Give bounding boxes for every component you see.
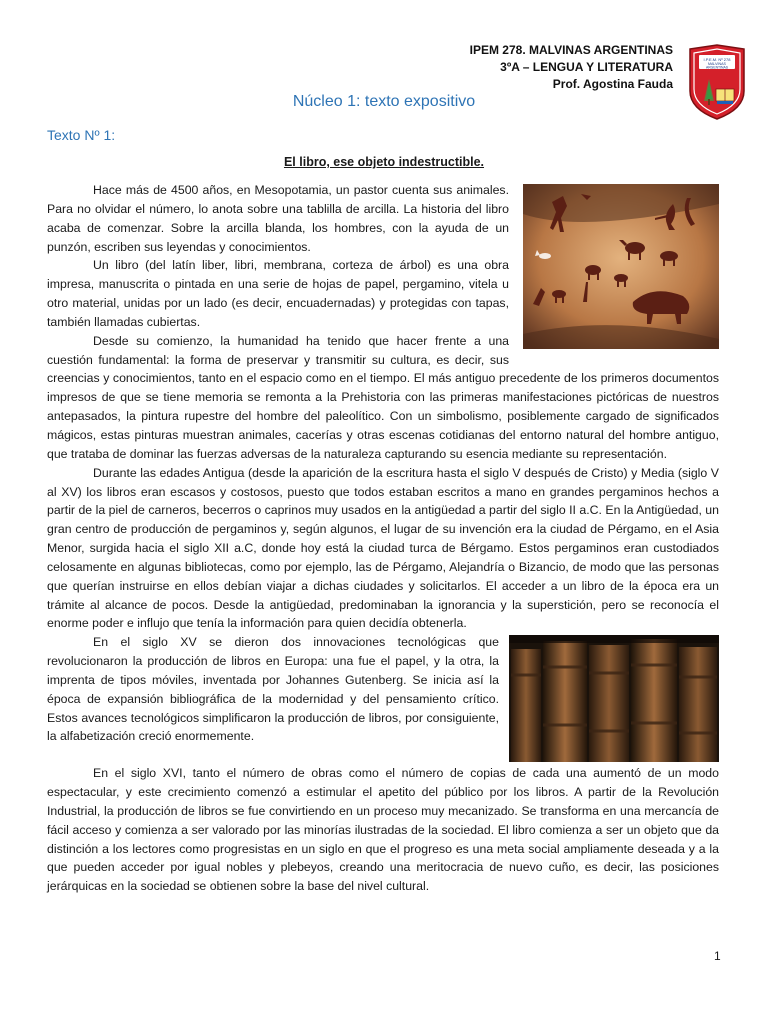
course-name: 3ºA – LENGUA Y LITERATURA: [500, 60, 673, 74]
paragraph-4: Durante las edades Antigua (desde la aparición de la escritura hasta el siglo V después de Cristo) y Media (siglo V al XV) los libros eran escasos y costosos, puesto que todos estaban escritos a mano en grandes pergaminos hechos a partir de la piel de carneros, becerros o caprinos muy usados en la antigüedad a partir del siglo II a.C. En la Antigüedad, un gran centro de producción de pergaminos y, según algunos, el lugar de su invención era la ciudad de Pérgamo, en el Asia Menor, surgida hacia el siglo XII a.C, donde hoy está la ciudad turca de Bérgamo. Estos pergaminos eran custodiados celosamente en algunas bibliotecas, como por ejemplo, las de Pérgamo, Alejandría o Bizancio, de modo que las personas que querían instruirse en ellos debían viajar a dichas ciudades y solicitarlos. El acceder a un libro de la época era un trámite al alcance de pocos. Desde la antigüedad, predominaban la ignorancia y la superstición, pero se reconocía el enorme poder e influjo que tenía la información para quien decidía obtenerla.: [47, 465, 719, 631]
text-number-label: Texto Nº 1:: [47, 127, 116, 143]
paragraph-3: Desde su comienzo, la humanidad ha tenido que hacer frente a una cuestión fundamental: la forma de preservar y transmitir su cultura, es decir, sus creencias y conocimientos, tanto en el espacio como en el tiempo. El más antiguo precedente de los primeros documentos impresos de que se tiene memoria se remonta a la Prehistoria con las primeras manifestaciones pictóricas de nuestros antepasados, la pintura rupestre del hombre del paleolítico. Con un simbolismo, posiblemente cargado de significados mágicos, estas pinturas muestran animales, cacerías y otras escenas cotidianas del entorno natural del hombre antiguo, que trataba de dominar las fuerzas adversas de la naturaleza capturando su esencia mediante su representación.: [47, 333, 719, 461]
article-title: El libro, ese objeto indestructible.: [283, 155, 485, 169]
logo-text-2: MALVINAS: [708, 62, 726, 66]
paragraph-2: Un libro (del latín liber, libri, membrana, corteza de árbol) es una obra impresa, manuscrita o pintada en una serie de hojas de papel, pergamino, vitela u otro material, unidas por un lado (es decir, encuadernadas) y protegidas con tapas, también llamadas cubiertas.: [47, 258, 509, 329]
school-name: IPEM 278. MALVINAS ARGENTINAS: [469, 43, 673, 57]
paragraph-5: En el siglo XV se dieron dos innovaciones tecnológicas que revolucionaron la producción de libros en Europa: una fue el papel, y la otra, la imprenta de tipos móviles, inventada por Johannes Gutenberg. Se inicia así la época de expansión bibliográfica de la modernidad y del pensamiento crítico. Estos avances tecnológicos simplificaron la producción de libros, por consiguiente, la alfabetización creció enormemente.: [47, 635, 499, 744]
article-body: [47, 181, 719, 896]
unit-title: Núcleo 1: texto expositivo: [292, 93, 476, 110]
paragraph-1: Hace más de 4500 años, en Mesopotamia, un pastor cuenta sus animales. Para no olvidar el número, lo anota sobre una tablilla de arcilla. La historia del libro acaba de comenzar. Sobre la arcilla blanda, los hombres, con la ayuda de un punzón, escriben sus leyendas y conocimientos.: [47, 183, 509, 254]
teacher-name: Prof. Agostina Fauda: [552, 77, 673, 91]
logo-text-1: I.P.E.M. Nº 278: [703, 57, 731, 62]
logo-text-3: ARGENTINAS: [705, 65, 729, 70]
page-number: 1: [714, 949, 721, 963]
old-books-image: [509, 635, 719, 762]
document-header: [470, 42, 673, 93]
cave-painting-image: [523, 184, 719, 349]
paragraph-6: En el siglo XVI, tanto el número de obras como el número de copias de cada una aumentó de un modo espectacular, y este crecimiento comenzó a estimular el apetito del público por los libros. A partir de la Revolución Industrial, la producción de libros se fue convirtiendo en un proceso muy mecanizado. Se transforma en una mercancía de fácil acceso y comienza a ser valorado por las minorías ilustradas de la sociedad. El libro comienza a ser un objeto que da distinción a los lectores como progresistas en un siglo en que el progreso es una meta social ampliamente deseada y a la que pueden acceder por igual nobles y plebeyos, creando una meritocracia de nuevo cuño, es decir, las posiciones jerárquicas en la sociedad se obtienen sobre la base del nivel cultural.: [47, 766, 719, 894]
